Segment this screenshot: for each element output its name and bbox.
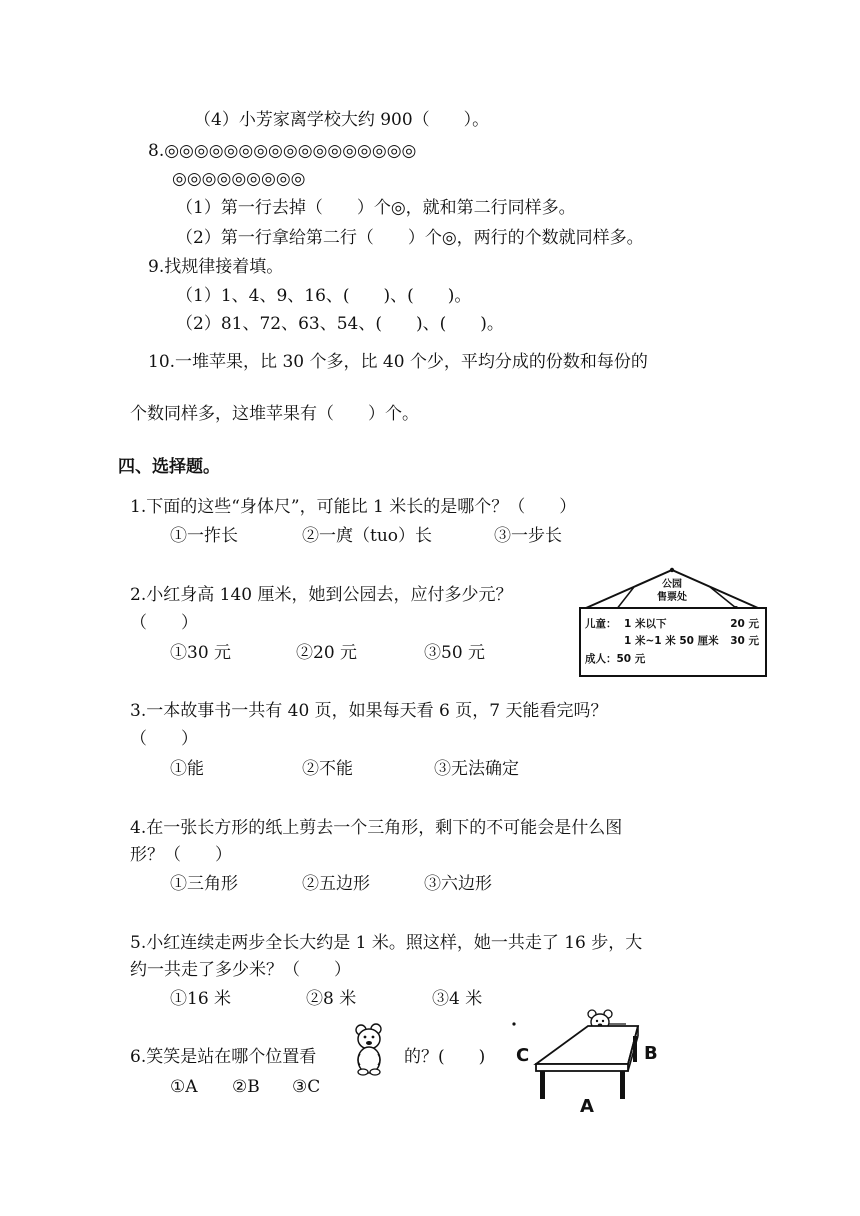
sign-row-1-price: 20 元 [730, 618, 759, 630]
sign-nail [670, 568, 674, 572]
sign-adult: 成人：50 元 [585, 653, 646, 665]
q3-option-2: ②不能 [302, 759, 353, 779]
q1-option-1: ①一拃长 [170, 526, 238, 546]
q1-stem: 1.下面的这些“身体尺”，可能比 1 米长的是哪个？（ ） [130, 497, 577, 517]
q2-answer-paren: （ ） [130, 613, 198, 633]
q3-option-3: ③无法确定 [434, 759, 519, 779]
q5-option-2: ②8 米 [306, 989, 357, 1009]
q3-stem: 3.一本故事书一共有 40 页，如果每天看 6 页，7 天能看完吗？ [130, 701, 608, 721]
table-leg-front-right [620, 1071, 625, 1099]
ticket-price-sign [576, 564, 772, 678]
section-4-heading: 四、选择题。 [118, 457, 220, 477]
table-leg-back-right [633, 1036, 637, 1062]
q3-option-1: ①能 [170, 759, 204, 779]
q8-second-row: ◎◎◎◎◎◎◎◎◎ [172, 169, 306, 189]
q9-item-2: （2）81、72、63、54、( )、( )。 [176, 314, 504, 334]
sign-row-2-range: 1 米~1 米 50 厘米 [624, 635, 719, 647]
q7-item-4: （4）小芳家离学校大约 900（ ）。 [194, 110, 490, 130]
sign-title-2: 售票处 [657, 592, 687, 603]
q5-line-2: 约一共走了多少米？（ ） [130, 960, 351, 980]
position-label-a: A [580, 1096, 594, 1117]
q1-option-3: ③一步长 [494, 526, 562, 546]
q4-line-1: 4.在一张长方形的纸上剪去一个三角形，剩下的不可能会是什么图 [130, 818, 623, 838]
q5-option-1: ①16 米 [170, 989, 232, 1009]
q9-stem: 9.找规律接着填。 [148, 257, 284, 277]
q4-option-1: ①三角形 [170, 874, 238, 894]
q3-answer-paren: （ ） [130, 729, 198, 749]
position-label-b: B [644, 1043, 658, 1064]
q10-line-1: 10.一堆苹果，比 30 个多，比 40 个少，平均分成的份数和每份的 [148, 352, 648, 372]
position-label-c: C [516, 1045, 530, 1066]
q2-option-3: ③50 元 [424, 643, 486, 663]
table-with-bear-figure [508, 1006, 668, 1116]
sign-row-1-range: 1 米以下 [624, 618, 667, 630]
table-leg-front-left [540, 1071, 545, 1099]
table-top [536, 1026, 638, 1064]
sign-row-2-price: 30 元 [730, 635, 759, 647]
q4-line-2: 形？（ ） [130, 845, 232, 865]
q6-option-2: ②B [232, 1077, 260, 1097]
q8-item-1: （1）第一行去掉（ ）个◎，就和第二行同样多。 [176, 198, 576, 218]
sign-title-1: 公园 [662, 579, 682, 590]
q6-stem-part-1: 6.笑笑是站在哪个位置看 [130, 1047, 317, 1067]
q6-option-3: ③C [292, 1077, 321, 1097]
q10-line-2: 个数同样多，这堆苹果有（ ）个。 [130, 404, 419, 424]
q4-option-2: ②五边形 [302, 874, 370, 894]
table-front-edge [536, 1064, 628, 1071]
bear-toy-image [352, 1022, 386, 1076]
q5-option-3: ③4 米 [432, 989, 483, 1009]
q5-line-1: 5.小红连续走两步全长大约是 1 米。照这样，她一共走了 16 步，大 [130, 933, 643, 953]
q8-item-2: （2）第一行拿给第二行（ ）个◎，两行的个数就同样多。 [176, 228, 644, 248]
sign-child-label: 儿童： [585, 618, 617, 630]
q6-option-1: ①A [170, 1077, 198, 1097]
q2-option-2: ②20 元 [296, 643, 358, 663]
q8-stem: 8.◎◎◎◎◎◎◎◎◎◎◎◎◎◎◎◎◎ [148, 141, 417, 161]
q2-stem: 2.小红身高 140 厘米，她到公园去，应付多少元？ [130, 585, 513, 605]
q2-option-1: ①30 元 [170, 643, 232, 663]
q9-item-1: （1）1、4、9、16、( )、( )。 [176, 286, 472, 306]
q6-stem-part-2: 的？( ) [404, 1047, 486, 1067]
q4-option-3: ③六边形 [424, 874, 492, 894]
q1-option-2: ②一庹（tuo）长 [302, 526, 433, 546]
